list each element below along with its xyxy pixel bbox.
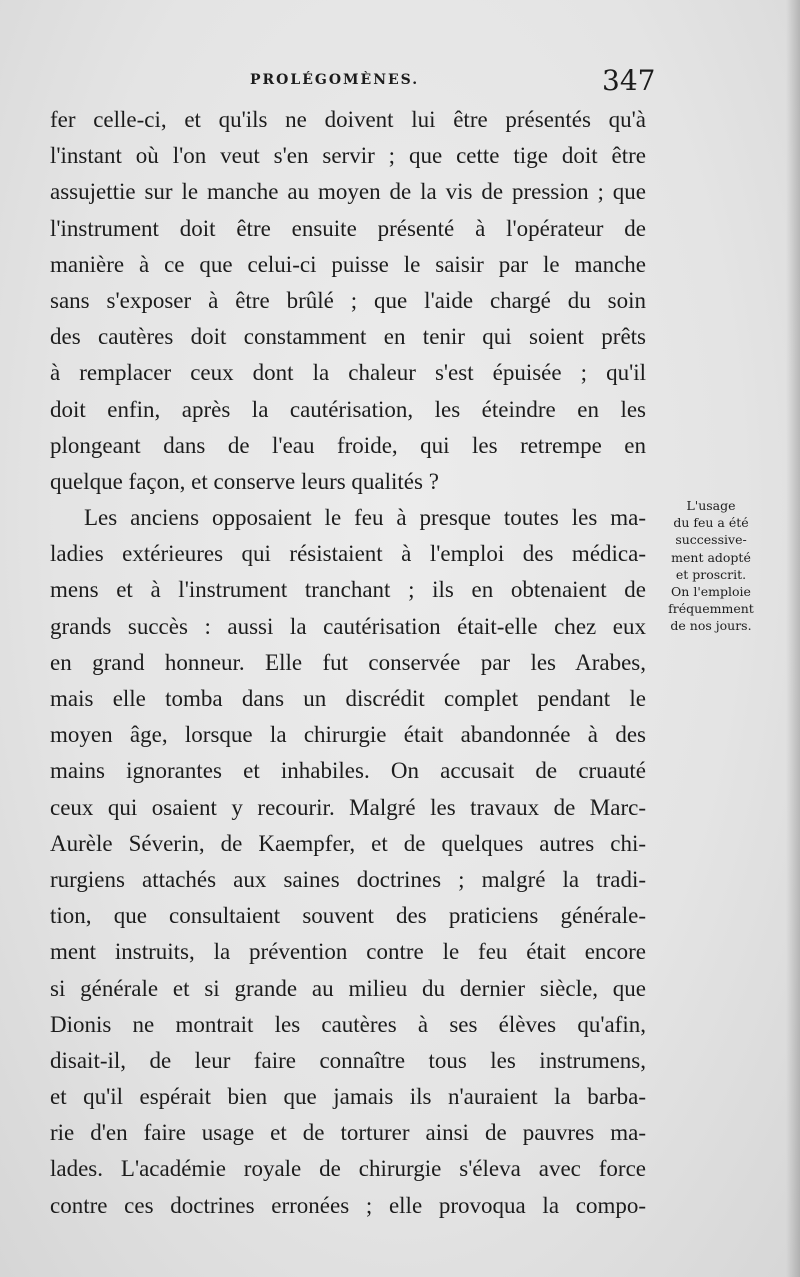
text-line: fer celle-ci, et qu'ils ne doivent lui être présentés qu'à [50,107,646,132]
text-line: mais elle tomba dans un discrédit complet pendant le [50,686,646,711]
text-line: tion, que consultaient souvent des praticiens générale- [50,903,646,929]
text-line: doit enfin, après la cautérisation, les éteindre en les [50,396,646,422]
text-line: et qu'il espérait bien que jamais ils n'auraient la barba- [50,1084,646,1110]
margin-note-line: du feu a été [673,515,749,531]
margin-note-line: fréquemment [668,601,754,617]
text-line: disait-il, de leur faire connaître tous les instrumens, [50,1047,646,1073]
text-line: des cautères doit constamment en tenir qui soient prêts [50,324,646,350]
text-line: en grand honneur. Elle fut conservée par les Arabes, [50,649,646,675]
text-line: Dionis ne montrait les cautères à ses élèves qu'afin, [50,1011,646,1037]
running-head: PROLÉGOMÈNES. [250,72,420,88]
text-line: ladies extérieures qui résistaient à l'emploi des médica- [50,541,646,567]
text-line: Aurèle Séverin, de Kaempfer, et de quelques autres chi- [50,830,646,856]
text-line: assujettie sur le manche au moyen de la vis de pression ; que [50,179,646,205]
margin-note-line: ment adopté [671,549,751,565]
text-line: ceux qui osaient y recourir. Malgré les travaux de Marc- [50,794,646,820]
text-line: ment instruits, la prévention contre le feu était encore [50,939,646,965]
text-line: contre ces doctrines erronées ; elle provoqua la compo- [50,1192,646,1218]
text-line: mens et à l'instrument tranchant ; ils en obtenaient de [50,577,646,603]
text-line: sans s'exposer à être brûlé ; que l'aide chargé du soin [50,287,646,313]
text-line: moyen âge, lorsque la chirurgie était abandonnée à des [50,722,646,748]
text-line: manière à ce que celui-ci puisse le saisir par le manche [50,251,646,277]
text-line: Les anciens opposaient le feu à presque toutes les ma- [84,505,646,531]
body-text [50,102,646,1224]
page-edge-shadow [786,0,800,1277]
text-line: lades. L'académie royale de chirurgie s'éleva avec force [50,1156,646,1182]
text-line: l'instrument doit être ensuite présenté à l'opérateur de [50,215,646,241]
margin-note-line: On l'emploie [671,584,751,600]
margin-note-line: de nos jours. [670,618,752,634]
margin-note-line: L'usage [686,498,736,513]
text-line: l'instant où l'on veut s'en servir ; que cette tige doit être [50,143,646,169]
page-number: 347 [602,64,656,97]
text-line: quelque façon, et conserve leurs qualités ? [50,468,439,494]
text-line: rurgiens attachés aux saines doctrines ; malgré la tradi- [50,866,646,892]
text-line: à remplacer ceux dont la chaleur s'est épuisée ; qu'il [50,360,646,386]
text-line: grands succès : aussi la cautérisation était-elle chez eux [50,613,646,639]
margin-note-line: successive- [675,532,747,548]
text-line: mains ignorantes et inhabiles. On accusait de cruauté [50,758,646,784]
margin-note [656,497,766,635]
text-line: si générale et si grande au milieu du dernier siècle, que [50,975,646,1001]
text-line: plongeant dans de l'eau froide, qui les retrempe en [50,432,646,458]
text-line: rie d'en faire usage et de torturer ainsi de pauvres ma- [50,1120,646,1146]
margin-note-line: et proscrit. [675,566,747,582]
